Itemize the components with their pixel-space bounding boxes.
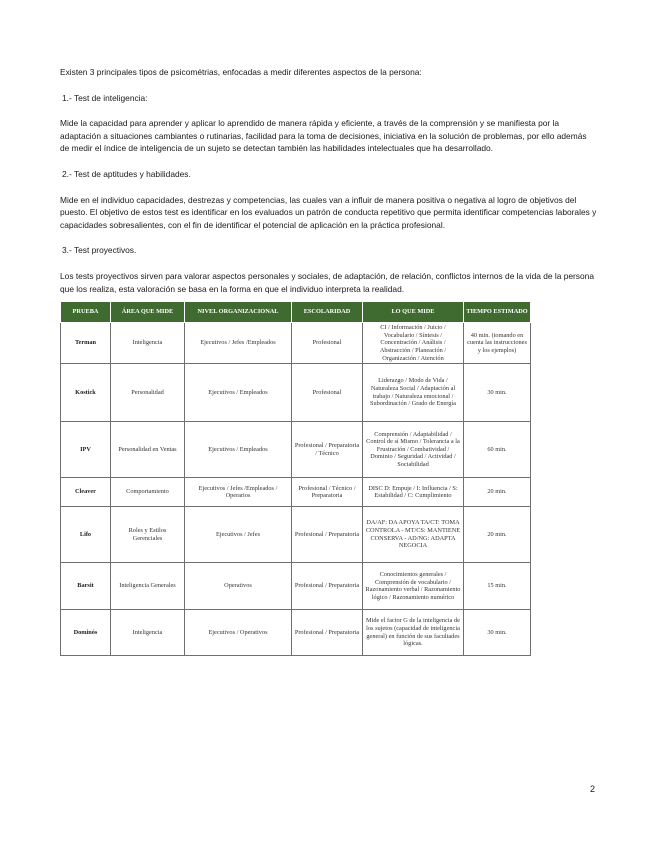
- table-row: [61, 364, 531, 422]
- cell-lo-que-mide: CI / Información / Juicio / Vocabulario / Síntesis / Concentración / Análisis / Abstracción / Planeación / Organización / Atención: [363, 323, 464, 364]
- cell-prueba: Barsit: [61, 563, 111, 610]
- cell-tiempo: 15 min.: [464, 563, 531, 610]
- header-lo-que-mide: LO QUE MIDE: [363, 302, 464, 323]
- cell-escolaridad: Profesional: [292, 323, 363, 364]
- section3-text: Los tests proyectivos sirven para valorar aspectos personales y sociales, de adaptación, de relación, conflictos internos de la vida de la persona que los realiza, esta valoración se basa en la forma en que el individuo interpreta la realidad.: [60, 270, 594, 294]
- cell-tiempo: 40 min. (tomando en cuenta las instrucciones y los ejemplos): [464, 323, 531, 364]
- header-escolaridad: ESCOLARIDAD: [292, 302, 363, 323]
- cell-prueba: Dominós: [61, 610, 111, 656]
- cell-area: Inteligencia: [111, 610, 185, 656]
- cell-tiempo: 30 min.: [464, 364, 531, 422]
- cell-lo-que-mide: Conocimientos generales / Comprensión de vocabulario / Razonamiento verbal / Razonamiento lógico / Razonamiento numérico: [363, 563, 464, 610]
- table-row: [61, 563, 531, 610]
- cell-tiempo: 30 min.: [464, 610, 531, 656]
- cell-escolaridad: Profesional / Preparatoria: [292, 507, 363, 563]
- cell-prueba: Cleaver: [61, 478, 111, 507]
- cell-lo-que-mide: Mide el factor G de la inteligencia de los sujetos (capacidad de inteligencia general) en función de sus facultades lógicas.: [363, 610, 464, 656]
- cell-escolaridad: Profesional / Preparatoria: [292, 563, 363, 610]
- section3-heading: 3.- Test proyectivos.: [62, 245, 137, 256]
- cell-escolaridad: Profesional / Técnico / Preparatoria: [292, 478, 363, 507]
- cell-area: Inteligencia Generales: [111, 563, 185, 610]
- table-row: [61, 478, 531, 507]
- cell-prueba: IPV: [61, 422, 111, 478]
- cell-nivel: Operativos: [185, 563, 292, 610]
- table-row: [61, 610, 531, 656]
- cell-lo-que-mide: DA/AF: DA APOYA TA/CT: TOMA CONTROLA - MT/CS: MANTIENE CONSERVA - AD/NG: ADAPTA NEGOCIA: [363, 507, 464, 563]
- cell-tiempo: 60 min.: [464, 422, 531, 478]
- cell-area: Comportamiento: [111, 478, 185, 507]
- cell-prueba: Terman: [61, 323, 111, 364]
- cell-escolaridad: Profesional / Preparatoria: [292, 610, 363, 656]
- section1-text: Mide la capacidad para aprender y aplicar lo aprendido de manera rápida y eficiente, a través de la comprensión y se manifiesta por la adaptación a situaciones cambiantes o rutinarias, facilidad para la toma de decisiones, iniciativa en la solución de problemas, por ello además de medir el índice de inteligencia de un sujeto se detectan también las habilidades intelectuales que ha desarrollado.: [60, 118, 587, 154]
- cell-nivel: Ejecutivos / Jefes /Empleados: [185, 323, 292, 364]
- cell-area: Personalidad en Ventas: [111, 422, 185, 478]
- cell-nivel: Ejecutivos / Operativos: [185, 610, 292, 656]
- table-row: [61, 507, 531, 563]
- intro-paragraph: Existen 3 principales tipos de psicométrias, enfocadas a medir diferentes aspectos de la persona:: [60, 67, 422, 77]
- psychometric-tests-table: [60, 301, 531, 656]
- cell-escolaridad: Profesional: [292, 364, 363, 422]
- cell-area: Roles y Estilos Gerenciales: [111, 507, 185, 563]
- header-prueba: PRUEBA: [61, 302, 111, 323]
- cell-tiempo: 20 min.: [464, 507, 531, 563]
- cell-lo-que-mide: Comprensión / Adaptabilidad / Control de sí Mismo / Tolerancia a la Frustración / Combatividad / Dominio / Seguridad / Actividad / Sociabilidad: [363, 422, 464, 478]
- section1-heading: 1.- Test de inteligencia:: [62, 92, 148, 103]
- header-area: ÁREA QUE MIDE: [111, 302, 185, 323]
- cell-lo-que-mide: Liderazgo / Modo de Vida / Naturaleza Social / Adaptación al trabajo / Naturaleza emocional / Subordinación / Grado de Energía: [363, 364, 464, 422]
- cell-lo-que-mide: DISC D: Empuje / I: Influencia / S: Estabilidad / C: Cumplimiento: [363, 478, 464, 507]
- table-row: [61, 422, 531, 478]
- section2-heading: 2.- Test de aptitudes y habilidades.: [62, 168, 191, 179]
- table-row: [61, 323, 531, 364]
- table-header-row: [61, 302, 531, 323]
- cell-prueba: Lifo: [61, 507, 111, 563]
- cell-nivel: Ejecutivos / Jefes: [185, 507, 292, 563]
- cell-area: Inteligencia: [111, 323, 185, 364]
- page-number: 2: [590, 784, 596, 794]
- header-tiempo: TIEMPO ESTIMADO: [464, 302, 531, 323]
- cell-tiempo: 20 min.: [464, 478, 531, 507]
- cell-prueba: Kostick: [61, 364, 111, 422]
- cell-area: Personalidad: [111, 364, 185, 422]
- document-body: [60, 66, 598, 656]
- section2-text: Mide en el individuo capacidades, destrezas y competencias, las cuales van a influir de manera positiva o negativa al logro de objetivos del puesto. El objetivo de estos test es identificar en los evaluados un patrón de conducta repetitivo que permita identificar competencias laborales y capacidades sobresalientes, con el fin de identificar el potencial de aplicación en la práctica profesional.: [60, 194, 597, 230]
- cell-nivel: Ejecutivos / Empleados: [185, 364, 292, 422]
- cell-escolaridad: Profesional / Preparatoria / Técnico: [292, 422, 363, 478]
- cell-nivel: Ejecutivos / Jefes /Empleados / Operarios: [185, 478, 292, 507]
- header-nivel: NIVEL ORGANIZACIONAL: [185, 302, 292, 323]
- cell-nivel: Ejecutivos / Empleados: [185, 422, 292, 478]
